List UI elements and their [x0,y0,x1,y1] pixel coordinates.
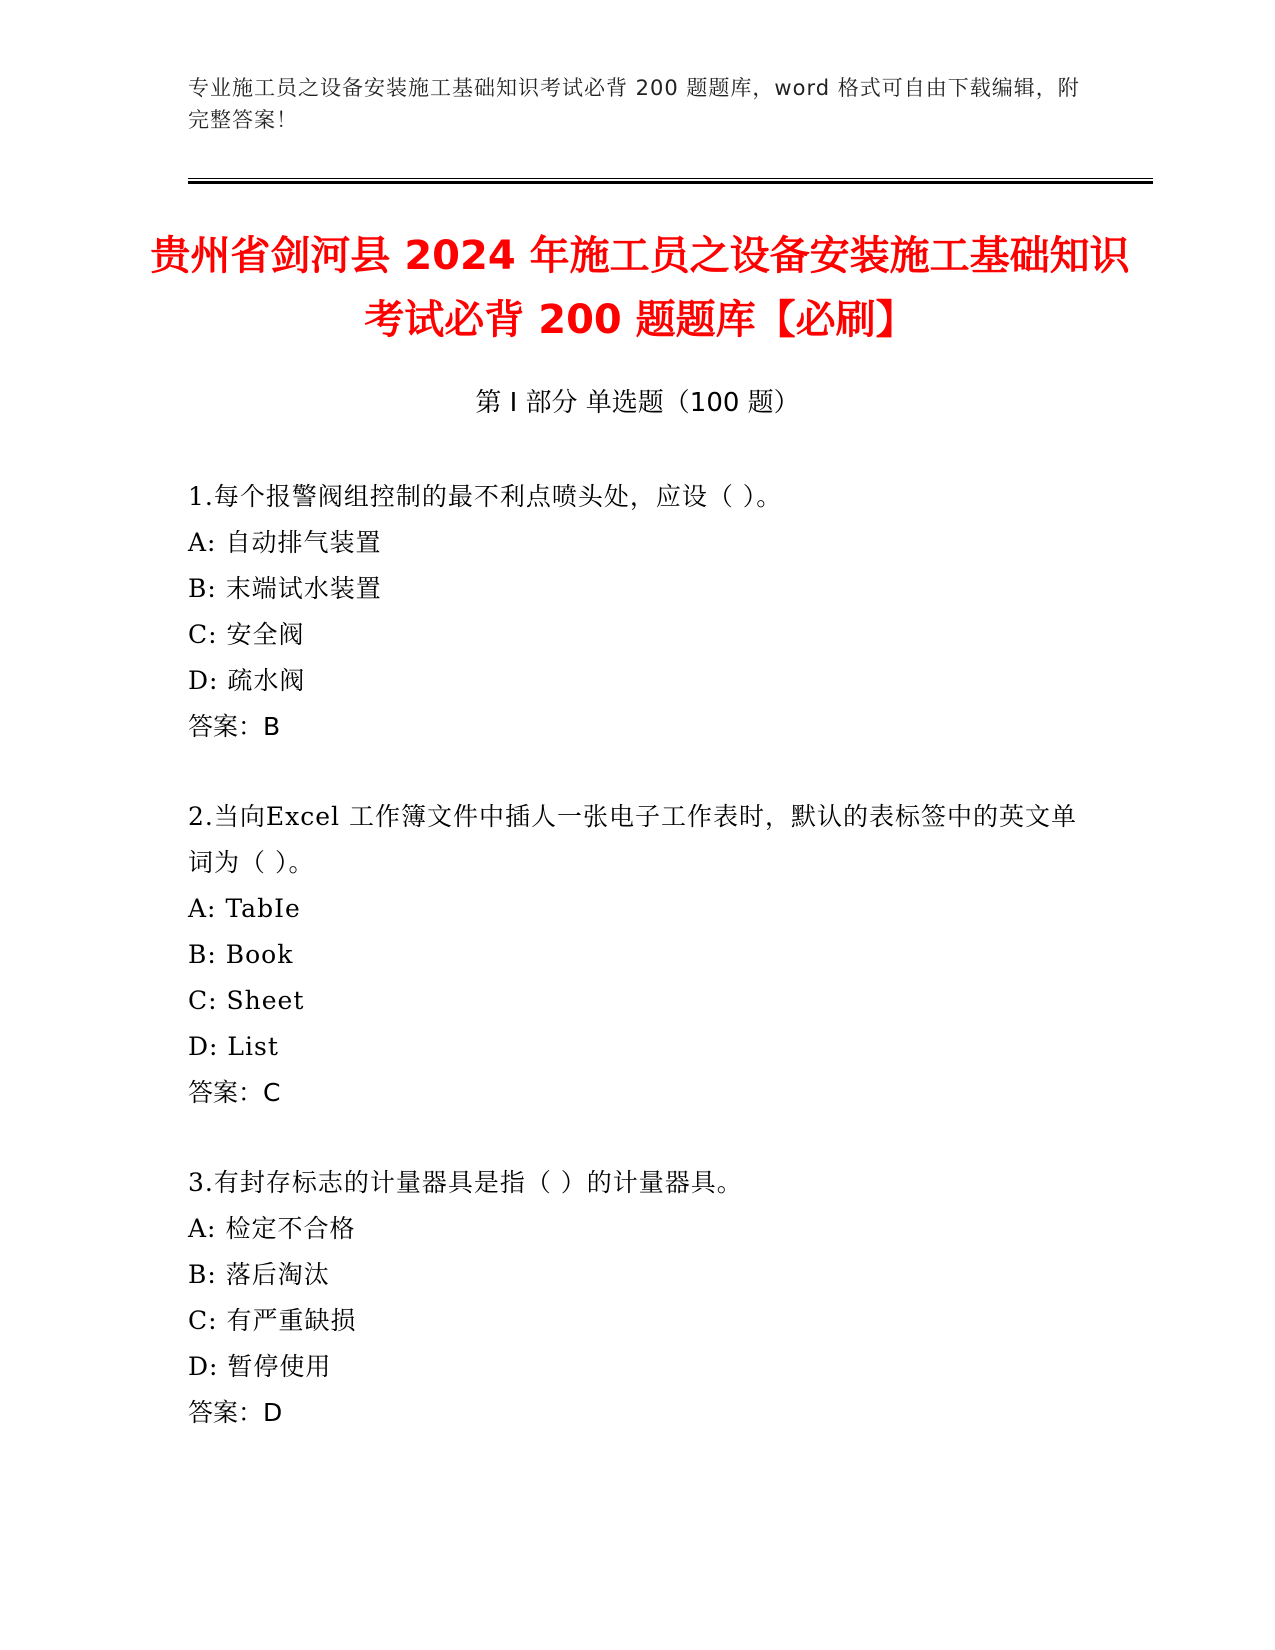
option-label: A: [188,528,217,557]
option-label: A: [188,1214,217,1243]
question-stem: 1.每个报警阀组控制的最不利点喷头处，应设（ ）。 [188,482,783,511]
question-3 [188,1160,1088,1436]
option-label: C: [188,620,218,649]
option-c [188,1298,1088,1344]
option-text: 安全阀 [226,620,305,649]
option-text: 暂停使用 [227,1352,332,1381]
option-text: 落后淘汰 [225,1260,330,1289]
option-c [188,612,1088,658]
option-text: 末端试水装置 [225,574,382,603]
option-label: C: [188,1306,218,1335]
question-1 [188,474,1088,750]
option-text: 检定不合格 [225,1214,356,1243]
option-text: Sheet [226,986,305,1015]
option-b [188,1252,1088,1298]
option-text: 有严重缺损 [226,1306,357,1335]
option-label: D: [188,666,219,695]
header-note: 专业施工员之设备安装施工基础知识考试必背 200 题题库，word 格式可自由下载编辑，附完整答案！ [188,76,1080,132]
header-rule-thick [188,181,1153,184]
option-c [188,978,1088,1024]
option-label: D: [188,1032,219,1061]
option-d [188,1024,1088,1070]
option-text: TabIe [225,894,301,923]
option-label: B: [188,1260,217,1289]
option-text: 疏水阀 [227,666,306,695]
document-title: 贵州省剑河县 2024 年施工员之设备安装施工基础知识考试必背 200 题题库【必刷】 [150,233,1130,343]
option-text: Book [225,940,294,969]
question-stem: 3.有封存标志的计量器具是指（ ）的计量器具。 [188,1168,743,1197]
option-b [188,566,1088,612]
answer: 答案：D [188,1398,283,1427]
question-2 [188,794,1088,1116]
option-label: B: [188,574,217,603]
option-a [188,520,1088,566]
answer: 答案：C [188,1078,281,1107]
option-b [188,932,1088,978]
question-list [188,474,1088,1480]
option-a [188,1206,1088,1252]
option-label: D: [188,1352,219,1381]
option-label: C: [188,986,218,1015]
header-rule-thin [188,178,1153,179]
question-stem: 2.当向Excel 工作簿文件中插人一张电子工作表时，默认的表标签中的英文单词为（ ）。 [188,802,1077,877]
answer: 答案：B [188,712,281,741]
option-text: 自动排气装置 [225,528,382,557]
option-text: List [227,1032,279,1061]
section-title: 第 I 部分 单选题（100 题） [475,388,800,418]
option-d [188,1344,1088,1390]
option-a [188,886,1088,932]
option-label: A: [188,894,217,923]
option-d [188,658,1088,704]
option-label: B: [188,940,217,969]
